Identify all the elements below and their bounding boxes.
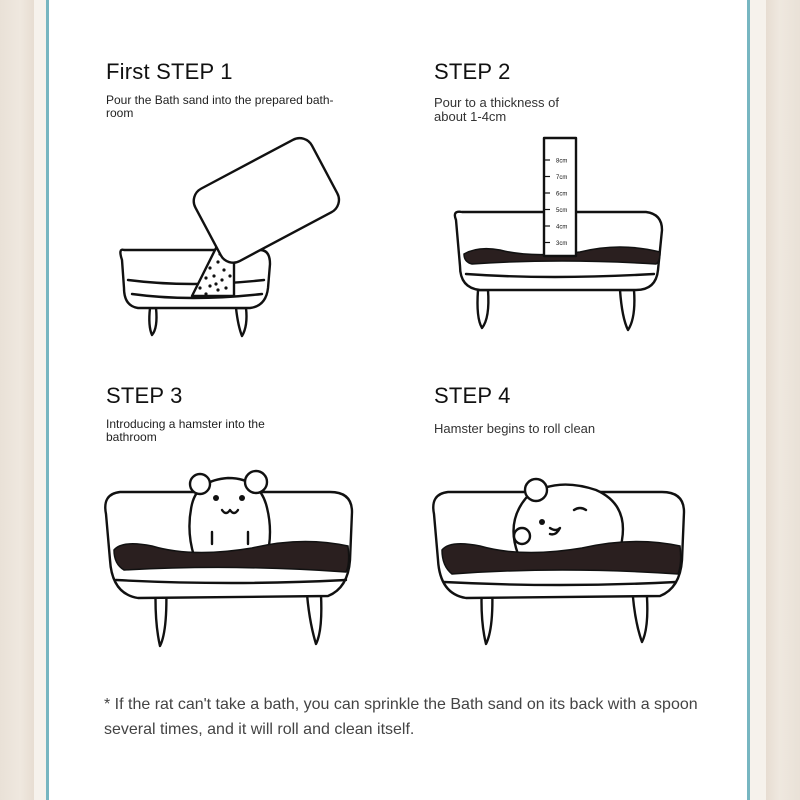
step-4-title: STEP 4 (434, 383, 511, 408)
panel-margin-right (750, 0, 766, 800)
tub-leg-right (620, 290, 634, 330)
ruler-tick-label: 6cm (556, 191, 568, 198)
ruler-tick-label: 7cm (556, 175, 568, 181)
panel-margin-left (34, 0, 46, 800)
step-1-title: First STEP 1 (106, 59, 233, 84)
step-4-description: Hamster begins to roll clean (434, 421, 596, 436)
tub-leg-left (478, 290, 489, 328)
tub-leg-left (149, 308, 156, 335)
sand-bag (189, 133, 344, 267)
step-1-description: Pour the Bath sand into the prepared bath-room (106, 93, 334, 120)
background-left-edge (0, 0, 34, 800)
usage-note: * If the rat can't take a bath, you can sprinkle the Bath sand on its back with a spoon several times, and it will roll and clean itself. (104, 696, 698, 738)
step-2-title: STEP 2 (434, 59, 511, 84)
ruler-tick-label: 4cm (556, 224, 568, 231)
step-3-illustration (102, 460, 362, 660)
step-2-description: Pour to a thickness of about 1-4cm (434, 95, 560, 124)
step-2-illustration (450, 130, 680, 350)
step-3-description: Introducing a hamster into the bathroom (106, 417, 265, 444)
step-3-title: STEP 3 (106, 383, 183, 408)
tub-body (120, 250, 270, 308)
ruler-tick-label: 3cm (556, 241, 568, 247)
step-1-illustration (110, 130, 360, 350)
ruler-tick-label: 5cm (556, 208, 568, 214)
step-4-illustration (430, 470, 690, 660)
ruler-tick-label: 8cm (556, 158, 568, 165)
tub-leg-right (236, 308, 247, 336)
background-right-edge (766, 0, 800, 800)
rolling-hamster (514, 479, 623, 554)
